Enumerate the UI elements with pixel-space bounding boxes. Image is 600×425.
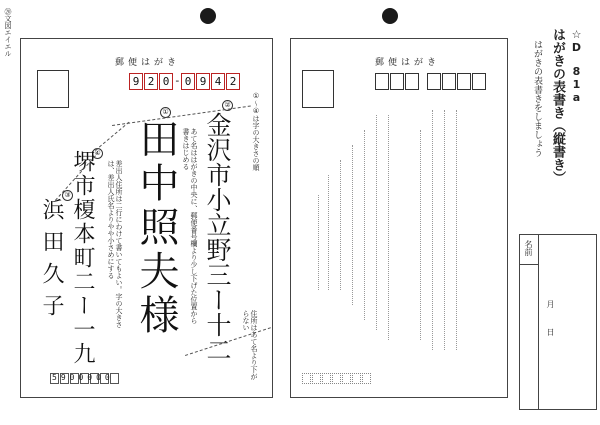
practice-sender-zip-box[interactable] — [352, 373, 361, 384]
practice-zip — [375, 73, 487, 90]
practice-sender-zip-box[interactable] — [322, 373, 331, 384]
worksheet-title: はがきの表書き（縦書き） — [550, 28, 565, 184]
grade-label: ☆D 81a — [570, 28, 583, 104]
zip-hyphen: - — [174, 74, 181, 87]
marker-3: ③ — [62, 190, 73, 201]
marker-2: ② — [222, 100, 233, 111]
practice-zip-box[interactable] — [457, 73, 471, 90]
practice-line — [328, 175, 329, 290]
practice-zip-hyphen — [420, 73, 426, 90]
practice-line — [388, 115, 389, 340]
stamp-box — [37, 70, 69, 108]
practice-line — [432, 110, 433, 350]
zip-digit: 9 — [129, 73, 143, 90]
practice-zip-box[interactable] — [427, 73, 441, 90]
example-card-label: 郵便はがき — [115, 58, 181, 68]
zip-digit: 0 — [181, 73, 195, 90]
name-label: 名前 — [524, 240, 533, 256]
practice-line — [340, 160, 341, 290]
practice-zip-box[interactable] — [390, 73, 404, 90]
worksheet-subtitle: はがきの表書きをしましょう — [532, 40, 542, 157]
zip-digit: 9 — [196, 73, 210, 90]
date-label: 月 日 — [546, 300, 555, 342]
marker-4: ④ — [92, 148, 103, 159]
practice-line — [444, 110, 445, 350]
practice-line — [376, 115, 377, 330]
side-panel-divider — [538, 234, 539, 410]
publisher-mark: ⑳文図エイエル — [4, 8, 12, 57]
punch-hole-right — [382, 8, 398, 24]
practice-line — [318, 195, 319, 290]
practice-sender-zip-box[interactable] — [362, 373, 371, 384]
practice-zip-box[interactable] — [442, 73, 456, 90]
side-panel-hdivider — [519, 264, 538, 265]
zip-digit: 2 — [226, 73, 240, 90]
practice-zip-box[interactable] — [405, 73, 419, 90]
sender-zip-text: 5900000 — [52, 373, 114, 382]
recipient-address: 金沢市小立野三ー十二 — [203, 112, 232, 362]
zip-digit: 4 — [211, 73, 225, 90]
name-field[interactable] — [521, 268, 536, 406]
recipient-zip — [129, 73, 241, 90]
practice-line — [456, 110, 457, 350]
punch-hole-left — [200, 8, 216, 24]
practice-sender-zip-box[interactable] — [332, 373, 341, 384]
practice-card-label: 郵便はがき — [375, 58, 441, 68]
practice-zip-box[interactable] — [375, 73, 389, 90]
note-address: 住所はあて名より下がらない — [242, 310, 258, 380]
practice-sender-zip — [302, 373, 372, 384]
sender-name: 浜田久子 — [39, 198, 64, 326]
practice-line — [364, 130, 365, 320]
note-name: あて名ははがきの中央に、郵便番号欄より少し下げた位置から書きはじめる — [182, 128, 198, 324]
practice-zip-box[interactable] — [472, 73, 486, 90]
practice-sender-zip-box[interactable] — [312, 373, 321, 384]
practice-sender-zip-box[interactable] — [302, 373, 311, 384]
practice-sender-zip-box[interactable] — [342, 373, 351, 384]
note-sender: 差出人住所は二行にわけて書いてもよい。字の大きさは、差出人氏名よりやや小さめにする — [107, 160, 123, 328]
practice-stamp-box — [302, 70, 334, 108]
zip-digit: 2 — [144, 73, 158, 90]
practice-line — [420, 130, 421, 340]
zip-digit: 0 — [159, 73, 173, 90]
practice-line — [352, 145, 353, 305]
note-order: ①～④は字の大きさの順 — [252, 92, 260, 171]
marker-1: ① — [160, 107, 171, 118]
recipient-name: 田中照夫様 — [133, 118, 179, 338]
sender-address: 堺市榎本町二ー一九 — [70, 150, 95, 366]
